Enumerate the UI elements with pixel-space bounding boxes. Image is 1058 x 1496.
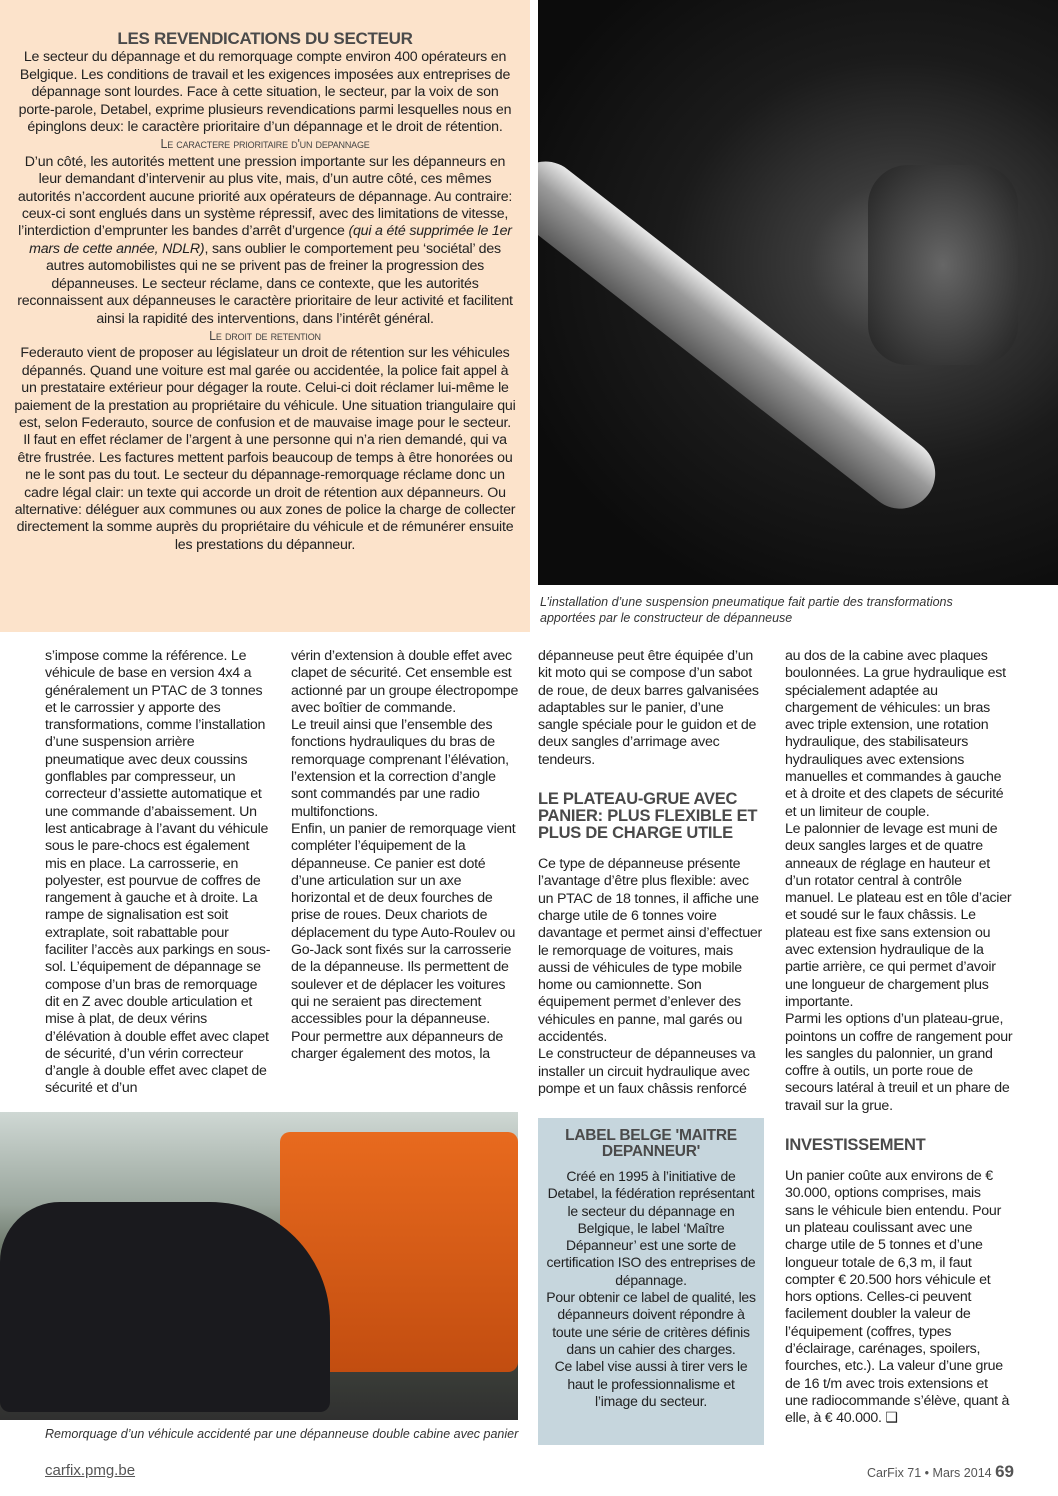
photo2-caption: Remorquage d’un véhicule accidenté par une dépanneuse double cabine avec panier bbox=[45, 1427, 519, 1441]
label-box bbox=[538, 1118, 764, 1445]
paragraph: Le treuil ainsi que l’ensemble des fonctions hydrauliques du bras de remorquage comprenant l’élévation, l’extension et la correction d’angle sont commandés par une radio multifonctions. bbox=[291, 717, 509, 820]
paragraph: Créé en 1995 à l’initiative de Detabel, la fédération représentant le secteur du dépannage en Belgique, le label ‘Maître Dépanneur’ est une sorte de certification ISO des entreprises de dépannage. bbox=[546, 1168, 756, 1288]
box-subheading-priorite: Le caractere prioritaire d'un depannage bbox=[160, 137, 370, 152]
photo1-caption: L’installation d’une suspension pneumatique fait partie des transformations apportées par le constructeur de dépanneuse bbox=[540, 595, 953, 625]
label-box-title: LABEL BELGE 'MAITRE DEPANNEUR' bbox=[565, 1127, 737, 1160]
paragraph: Pour obtenir ce label de qualité, les dépanneurs doivent répondre à toute une série de critères définis dans un cahier des charges. bbox=[546, 1289, 756, 1357]
footer-url[interactable]: carfix.pmg.be bbox=[45, 1462, 136, 1479]
box-paragraph-priorite bbox=[14, 154, 516, 328]
column-4 bbox=[785, 648, 1013, 1427]
end-mark-icon: ❑ bbox=[885, 1410, 898, 1427]
paragraph bbox=[785, 1168, 1013, 1427]
paragraph: dépanneuse peut être équipée d’un kit moto qui se compose d’un sabot de roue, de deux barres galvanisées adaptables sur le panier, d’une sangle spéciale pour le guidon et de deux sangles d’arrimage avec tendeurs. bbox=[538, 648, 759, 768]
column-1 bbox=[45, 648, 273, 1098]
issue-info: CarFix 71 • Mars 2014 bbox=[867, 1466, 992, 1480]
page-number: 69 bbox=[995, 1462, 1014, 1481]
footer-issue bbox=[867, 1462, 1014, 1482]
paragraph: Enfin, un panier de remorquage vient compléter l’équipement de la dépanneuse. Ce panier est doté d’une articulation sur un axe horizontal et de deux fourches de prise de roues. Deux chariots de déplacement du type Auto-Roulev ou Go-Jack sont fixés sur la carrosserie de la dépanneuse. Ils permettent de soulever et de déplacer les voitures qui ne seraient pas directement accessibles pour la dépanneuse. bbox=[291, 820, 516, 1028]
box-subheading-retention: Le droit de retention bbox=[209, 328, 321, 343]
paragraph: s’impose comme la référence. Le véhicule de base en version 4x4 a généralement un PTAC de 3 tonnes et le carrossier y apporte des transformations, comme l’installation d’une suspension arrière pneumatique avec deux coussins gonflables par compresseur, un correcteur d’assiette automatique et une commande d’abaissement. Un lest anticabrage à l’avant du véhicule sous le pare-chocs est également mis en place. La carrosserie, en polyester, est pourvue de coffres de rangement à gauche et à droite. La rampe de signalisation est soit extraplate, soit rabattable pour faciliter l’accès aux parkings en sous-sol. L’équipement de dépannage se compose d’un bras de remorquage dit en Z avec double articulation et mise à plat, de deux vérins d’élévation à double effet avec clapet de sécurité, d’un vérin correcteur d’angle à double effet avec clapet de sécurité et d’un bbox=[45, 648, 271, 1097]
editor-note: (qui a été supprimée le 1er mars de cette année, NDLR) bbox=[29, 223, 512, 257]
paragraph: Le constructeur de dépanneuses va installer un circuit hydraulique avec pompe et un faux châssis renforcé bbox=[538, 1046, 756, 1097]
sidebar-box-revendications bbox=[0, 0, 530, 632]
box-title: LES REVENDICATIONS DU SECTEUR bbox=[117, 29, 413, 48]
paragraph: Pour permettre aux dépanneurs de charger également des motos, la bbox=[291, 1028, 504, 1062]
paragraph: Ce label vise aussi à tirer vers le haut le professionnalisme et l’image du secteur. bbox=[554, 1358, 748, 1409]
section-heading-investissement: INVESTISSEMENT bbox=[785, 1136, 926, 1155]
paragraph: Parmi les options d’un plateau-grue, pointons un coffre de rangement pour les sangles du palonnier, un grand coffre à outils, un porte roue de secours latéral à treuil et un phare de travail sur la grue. bbox=[785, 1011, 1013, 1114]
photo-air-suspension bbox=[538, 0, 1058, 585]
photo-tow-truck bbox=[0, 1112, 518, 1420]
column-3 bbox=[538, 648, 766, 1098]
text: , sans oublier le comportement peu ‘sociétal’ des autres automobilistes qui ne se privent pas de freiner la progression des dépanneuses. Le secteur réclame, dans ce contexte, que les autorités reconnaissent aux dépanneuses le caractère prioritaire de leur activité et facilitent ainsi la rapidité des interventions, dans l’intérêt général. bbox=[17, 240, 513, 327]
column-2 bbox=[291, 648, 519, 1063]
section-heading-plateau-grue: LE PLATEAU-GRUE AVEC PANIER: PLUS FLEXIBLE ET PLUS DE CHARGE UTILE bbox=[538, 790, 758, 843]
box-intro: Le secteur du dépannage et du remorquage compte environ 400 opérateurs en Belgique. Les conditions de travail et les exigences imposées aux entreprises de dépannage sont lourdes. Face à cette situation, le secteur, par la voix de son porte-parole, Detabel, exprime plusieurs revendications parmi lesquelles nous en épinglons deux: le caractère prioritaire d’un dépannage et le droit de rétention. bbox=[18, 49, 512, 136]
box-paragraph-retention: Federauto vient de proposer au législateur un droit de rétention sur les véhicules dépannés. Quand une voiture est mal garée ou accidentée, la police fait appel à un prestataire extérieur pour dégager la route. Celui-ci doit réclamer lui-même le paiement de la prestation au propriétaire du véhicule. Une situation triangulaire qui est, selon Federauto, source de confusion et de mauvaise image pour le secteur. Il faut en effet réclamer de l’argent à une personne qui n’a rien demandé, qui va être frustrée. Les factures mettent parfois beaucoup de temps à être honorées ou ne le sont pas du tout. Le secteur du dépannage-remorquage réclame donc un cadre légal clair: un texte qui accorde un droit de rétention aux dépanneurs. Ou alternative: déléguer aux communes ou aux zones de police la charge de collecter directement la somme auprès du propriétaire du véhicule et de rémunérer ensuite les prestations du dépanneur. bbox=[14, 345, 516, 553]
paragraph: au dos de la cabine avec plaques boulonnées. La grue hydraulique est spécialement adaptée au chargement de véhicules: un bras avec triple extension, une rotation hydraulique, des stabilisateurs hydrauliques avec extensions manuelles et commandes à gauche et à droite et des clapets de sécurité et un limiteur de couple. bbox=[785, 648, 1006, 820]
paragraph: vérin d’extension à double effet avec clapet de sécurité. Cet ensemble est actionné par un groupe électropompe avec boîtier de commande. bbox=[291, 648, 519, 716]
paragraph: Le palonnier de levage est muni de deux sangles larges et de quatre anneaux de réglage en hauteur et d’un rotator central à contrôle manuel. Le plateau est en tôle d’acier et soudé sur le faux châssis. Le plateau est fixe sans extension ou avec extension hydraulique de la partie arrière, ce qui permet d’avoir une longueur de chargement plus importante. bbox=[785, 820, 1012, 1010]
text: Un panier coûte aux environs de € 30.000, options comprises, mais sans le véhicule bien entendu. Pour un plateau coulissant avec une charge utile de 5 tonnes et d’une longueur totale de 6,3 m, il faut compter € 20.500 hors véhicule et hors options. Celles-ci peuvent facilement doubler la valeur de l’équipement (coffres, types d’éclairage, carénages, spoilers, fourches, etc.). La valeur d’une grue de 16 t/m avec trois extensions et une radiocommande s’élève, quant à elle, à € 40.000. bbox=[785, 1168, 1010, 1427]
text: D’un côté, les autorités mettent une pression importante sur les dépanneurs en leur demandant d’intervenir au plus vite, mais, d’un autre côté, ces mêmes autorités n’accordent aucune priorité aux opérateurs de dépannage. Au contraire: ceux-ci sont englués dans un système répressif, avec des limitations de vitesse, l’interdiction d’emprunter les bandes d’arrêt d’urgence bbox=[17, 153, 513, 240]
paragraph: Ce type de dépanneuse présente l’avantage d’être plus flexible: avec un PTAC de 18 tonnes, il affiche une charge utile de 6 tonnes voire davantage et permet ainsi d’effectuer le remorquage de voitures, mais aussi de véhicules de type mobile home ou camionnette. Son équipement permet d’enlever des véhicules en panne, mal garés ou accidentés. bbox=[538, 856, 762, 1046]
